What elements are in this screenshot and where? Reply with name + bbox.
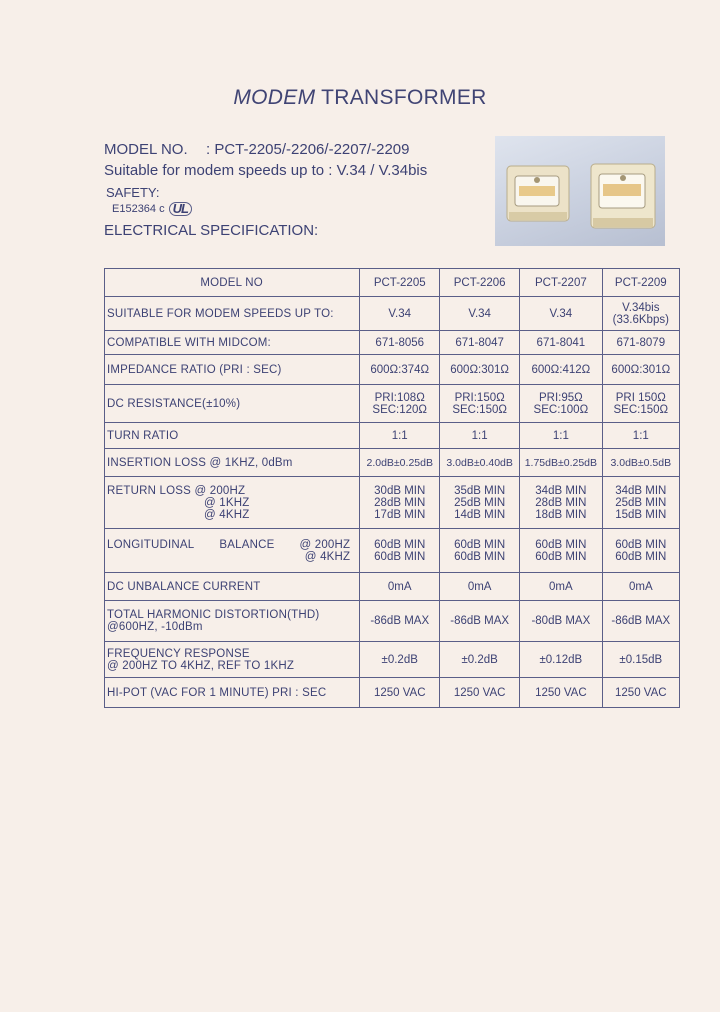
specification-table-wrapper [104,268,680,707]
cert-number: E152364 [112,202,157,215]
cell-line: V.34bis [622,301,660,314]
cell-value: V.34 [360,297,440,331]
cell-value [602,385,679,423]
cell-line: 28dB MIN [374,496,426,509]
cell-line: 60dB MIN [374,538,426,551]
longitudinal-label: LONGITUDINAL [107,538,195,551]
param-line: TOTAL HARMONIC DISTORTION(THD) [107,609,320,621]
cell-line: 34dB MIN [615,484,667,497]
suitable-line: Suitable for modem speeds up to : V.34 / V.34bis [104,162,428,179]
page-title [0,86,720,110]
cell-value: 671-8056 [360,331,440,355]
cell-value: 3.0dB±0.40dB [440,449,520,477]
model-number-line [104,141,409,158]
table-row [105,331,680,355]
cell-value: 0mA [440,573,520,601]
cell-value [602,477,679,529]
cell-value [602,297,679,331]
param-label: DC UNBALANCE CURRENT [105,573,360,601]
cell-value: 0mA [360,573,440,601]
cell-line: 25dB MIN [615,496,667,509]
cell-value: V.34 [520,297,603,331]
cell-value: 600Ω:301Ω [440,355,520,385]
cell-line: 60dB MIN [454,550,506,563]
param-label [105,601,360,642]
param-line: @ 200HZ TO 4KHZ, REF TO 1KHZ [107,659,295,672]
cell-line: SEC:150Ω [613,403,669,416]
cell-value: -86dB MAX [360,601,440,642]
cell-value: -80dB MAX [520,601,603,642]
freq-label: @ 200HZ [194,484,246,497]
param-label [105,529,360,573]
cell-line: PRI 150Ω [615,391,666,404]
table-row [105,297,680,331]
param-label [105,477,360,529]
cell-value: -86dB MAX [602,601,679,642]
cell-value: 1250 VAC [360,678,440,708]
table-row [105,355,680,385]
freq-label: @ 1KHZ [204,496,250,509]
cell-line: 25dB MIN [454,496,506,509]
freq-label: @ 4KHZ [304,550,351,563]
cell-line: 60dB MIN [374,550,426,563]
param-label: TURN RATIO [105,423,360,449]
title-rest: TRANSFORMER [321,86,487,109]
cell-line: 17dB MIN [374,508,426,521]
cell-value: ±0.12dB [520,642,603,678]
cell-value: 1250 VAC [440,678,520,708]
cell-line: SEC:120Ω [372,403,428,416]
param-label [105,642,360,678]
return-loss-label: RETURN LOSS [107,484,191,497]
cell-line: 60dB MIN [535,550,587,563]
specification-table [104,268,680,708]
section-heading: ELECTRICAL SPECIFICATION: [104,222,319,239]
table-row [105,385,680,423]
cell-value [360,529,440,573]
cell-line: SEC:100Ω [533,403,589,416]
freq-label: @ 200HZ [299,538,351,551]
cell-value: 3.0dB±0.5dB [602,449,679,477]
cell-value: 0mA [520,573,603,601]
table-row [105,423,680,449]
table-row [105,529,680,573]
cell-line: PRI:150Ω [454,391,505,404]
param-label: IMPEDANCE RATIO (PRI : SEC) [105,355,360,385]
table-row [105,678,680,708]
param-label: INSERTION LOSS @ 1KHZ, 0dBm [105,449,360,477]
cell-value [602,529,679,573]
cell-line: 60dB MIN [535,538,587,551]
balance-label: BALANCE [219,538,275,551]
cell-line: 34dB MIN [535,484,587,497]
cell-line: 60dB MIN [615,550,667,563]
return-loss-line [107,485,356,497]
cell-value: 2.0dB±0.25dB [360,449,440,477]
title-italic: MODEM [233,86,316,109]
cell-line: (33.6Kbps) [612,313,669,326]
param-label: COMPATIBLE WITH MIDCOM: [105,331,360,355]
cell-value: 671-8047 [440,331,520,355]
table-row [105,642,680,678]
table-row [105,601,680,642]
cell-line: 15dB MIN [615,508,667,521]
cell-value: ±0.15dB [602,642,679,678]
cell-line: 28dB MIN [535,496,587,509]
cell-value: 1:1 [520,423,603,449]
cell-value: 1.75dB±0.25dB [520,449,603,477]
param-label: HI-POT (VAC FOR 1 MINUTE) PRI : SEC [105,678,360,708]
transformer-photo-icon [495,136,665,246]
header-model-no: MODEL NO [105,269,360,297]
header-model: PCT-2209 [602,269,679,297]
cell-value: 1:1 [602,423,679,449]
header-model: PCT-2207 [520,269,603,297]
cell-value: V.34 [440,297,520,331]
cell-value: 1250 VAC [602,678,679,708]
cell-value: 600Ω:301Ω [602,355,679,385]
cell-value: 671-8079 [602,331,679,355]
header-model: PCT-2205 [360,269,440,297]
cell-value [360,477,440,529]
cell-value: 600Ω:374Ω [360,355,440,385]
cell-value: -86dB MAX [440,601,520,642]
longitudinal-line [107,539,356,551]
table-row [105,573,680,601]
cell-value [440,477,520,529]
cell-line: 30dB MIN [374,484,426,497]
cell-line: 18dB MIN [535,508,587,521]
cell-line: 14dB MIN [454,508,506,521]
cell-value [520,385,603,423]
cell-value: 671-8041 [520,331,603,355]
param-label: SUITABLE FOR MODEM SPEEDS UP TO: [105,297,360,331]
cell-value [520,477,603,529]
cell-value [440,385,520,423]
cell-line: 35dB MIN [454,484,506,497]
safety-label: SAFETY: [106,185,160,200]
certification [112,202,192,216]
param-label: DC RESISTANCE(±10%) [105,385,360,423]
cell-value: 600Ω:412Ω [520,355,603,385]
cert-mark: c [159,202,165,215]
cell-value: 1:1 [360,423,440,449]
cell-value: 1:1 [440,423,520,449]
param-line: @600HZ, -10dBm [107,621,203,633]
table-header-row [105,269,680,297]
ul-logo-icon: UL [169,202,192,216]
product-photo [495,136,665,246]
cell-value: 0mA [602,573,679,601]
cell-line: 60dB MIN [615,538,667,551]
model-label: MODEL NO. [104,141,188,158]
cell-line: PRI:108Ω [374,391,425,404]
cell-line: PRI:95Ω [538,391,583,404]
cell-value: 1250 VAC [520,678,603,708]
cell-line: SEC:150Ω [452,403,507,416]
header-model: PCT-2206 [440,269,520,297]
cell-value [440,529,520,573]
cell-value [360,385,440,423]
model-value: : PCT-2205/-2206/-2207/-2209 [206,141,410,158]
cell-value: ±0.2dB [440,642,520,678]
table-row [105,477,680,529]
cell-value [520,529,603,573]
cell-line: 60dB MIN [454,538,506,551]
param-line: FREQUENCY RESPONSE [107,647,250,660]
cell-value: ±0.2dB [360,642,440,678]
table-row [105,449,680,477]
freq-label: @ 4KHZ [204,508,250,521]
